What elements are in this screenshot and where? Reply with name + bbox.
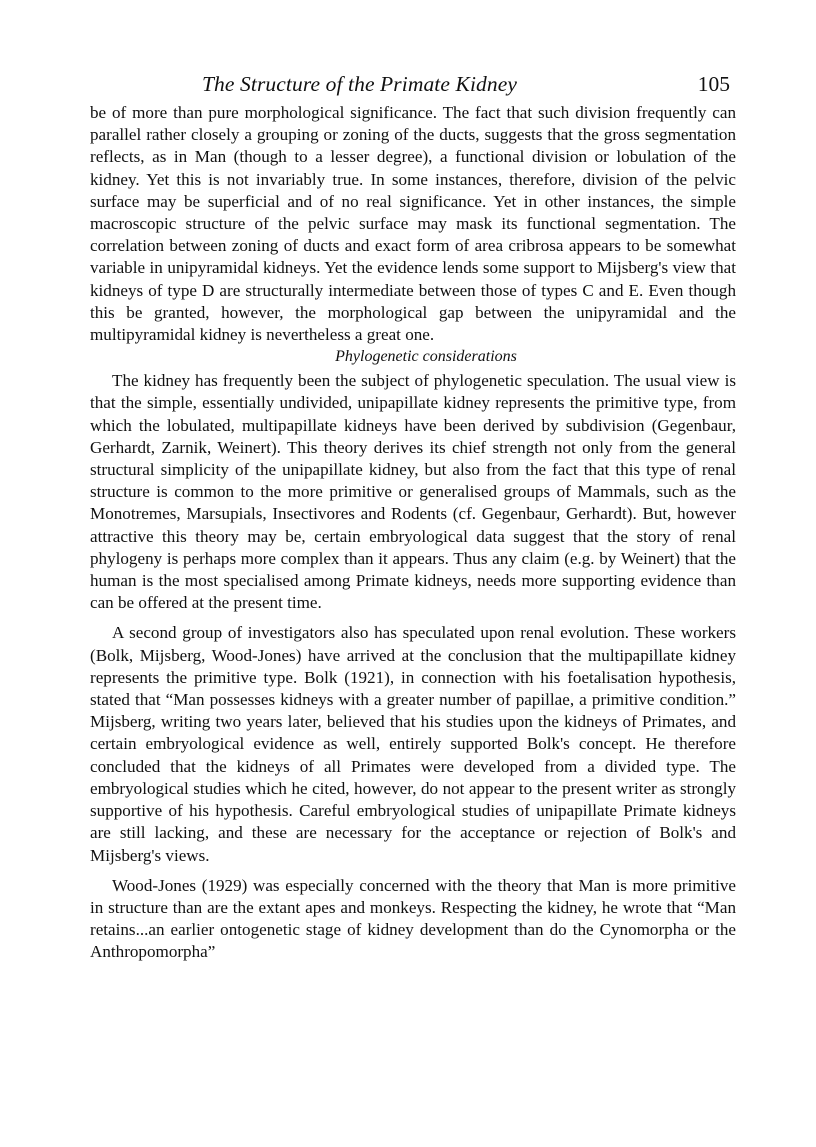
page: [90, 68, 736, 964]
paragraph: A second group of investigators also has speculated upon renal evolution. These workers (Bolk, Mijsberg, Wood-Jones) have arrived at the conclusion that the multipapillate kidney represents the primitive type. Bolk (1921), in connection with his foetalisation hypothesis, stated that “Man possesses kidneys with a greater number of papillae, a primitive condition.” Mijsberg, writing two years later, believed that his studies upon the kidneys of Primates, and certain embryological evidence as well, entirely supported Bolk's concept. He therefore concluded that the kidneys of all Primates were developed from a divided type. The embryological studies which he cited, however, do not appear to the present writer as strongly supportive of his hypothesis. Careful embryological studies of unipapillate Primate kidneys are still lacking, and these are necessary for the acceptance or rejection of Bolk's and Mijsberg's views.: [90, 623, 736, 865]
paragraph: Wood-Jones (1929) was especially concerned with the theory that Man is more primitive in structure than are the extant apes and monkeys. Respecting the kidney, he wrote that “Man retains...an earlier ontogenetic stage of kidney development than do the Cynomorpha or the Anthropomorpha”: [90, 875, 736, 962]
page-number: 105: [697, 72, 730, 96]
paragraph: The kidney has frequently been the subject of phylogenetic speculation. The usual view is that the simple, essentially undivided, unipapillate kidney represents the primitive type, from which the lobulated, multipapillate kidneys have been derived by subdivision (Gegenbaur, Gerhardt, Zarnik, Weinert). This theory derives its chief strength not only from the general structural simplicity of the unipapillate kidney, but also from the fact that this type of renal structure is common to the more primitive or generalised groups of Mammals, such as the Monotremes, Marsupials, Insectivores and Rodents (cf. Gegenbaur, Gerhardt). But, however attractive this theory may be, certain embryological data suggest that the story of renal phylogeny is perhaps more complex than it appears. Thus any claim (e.g. by Weinert) that the human is the most specialised among Primate kidneys, needs more supporting evidence than can be offered at the present time.: [90, 371, 736, 613]
body-text: [90, 102, 736, 964]
running-head: [90, 68, 736, 102]
paragraph: be of more than pure morphological significance. The fact that such division frequently can parallel rather closely a grouping or zoning of the ducts, suggests that the gross segmentation reflects, as in Man (though to a lesser degree), a functional division or lobulation of the kidney. Yet this is not invariably true. In some instances, therefore, division of the pelvic surface may be superficial and of no real significance. Yet in other instances, the simple macroscopic structure of the pelvic surface may mask its functional segmentation. The correlation between zoning of ducts and exact form of area cribrosa appears to be somewhat variable in unipyramidal kidneys. Yet the evidence lends some support to Mijsberg's view that kidneys of type D are structurally intermediate between those of types C and E. Even though this be granted, however, the morphological gap between the unipyramidal and the multipyramidal kidney is nevertheless a great one.: [90, 103, 736, 345]
running-head-title: The Structure of the Primate Kidney: [202, 72, 517, 96]
section-heading: Phylogenetic considerations: [335, 348, 517, 366]
